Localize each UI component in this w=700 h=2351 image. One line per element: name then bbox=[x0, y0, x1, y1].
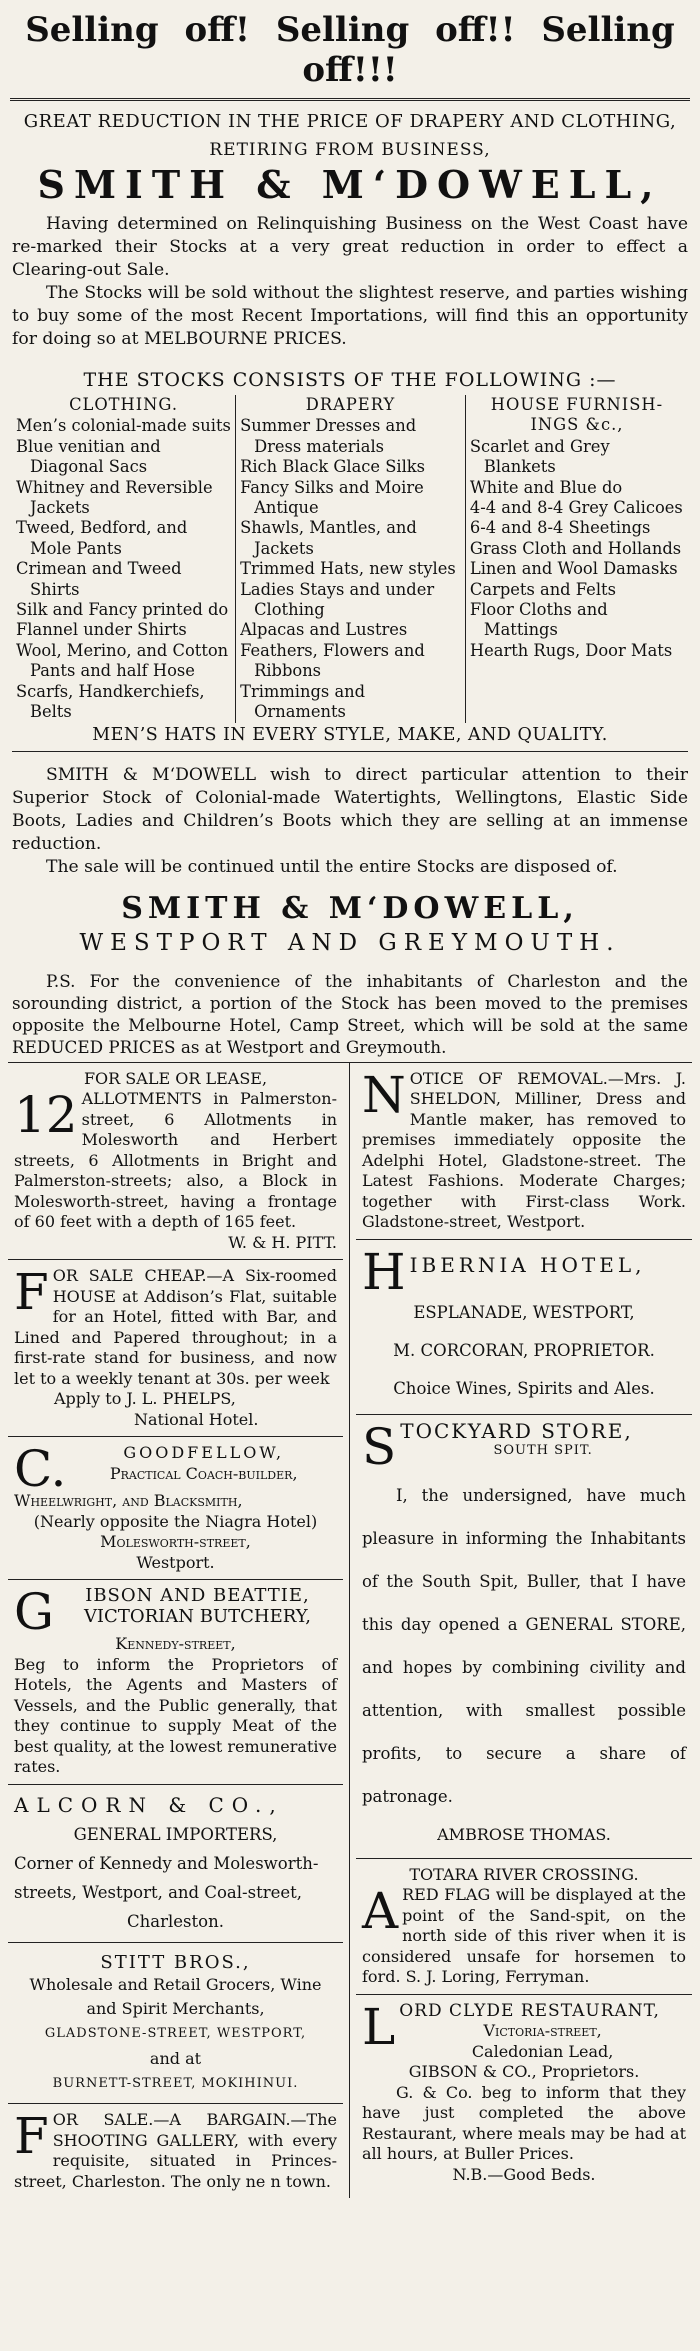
advert-title: GOODFELLOW, bbox=[123, 1443, 285, 1462]
advert-signature: W. & H. PITT. bbox=[228, 1232, 337, 1252]
divider bbox=[12, 751, 688, 752]
great-reduction-line: GREAT REDUCTION IN THE PRICE OF DRAPERY AND CLOTHING, bbox=[23, 111, 677, 132]
advert-line: Choice Wines, Spirits and Ales. bbox=[393, 1378, 655, 1398]
classified-grid bbox=[8, 1062, 692, 2199]
list-item: Carpets and Felts bbox=[469, 579, 616, 599]
list-item: Feathers, Flowers and Ribbons bbox=[240, 640, 425, 681]
stitt-bros-advert bbox=[8, 1943, 343, 2105]
list-item: Alpacas and Lustres bbox=[240, 620, 408, 640]
advert-title: IBSON AND BEATTIE, bbox=[85, 1585, 310, 1606]
list-item: Shawls, Mantles, and Jackets bbox=[240, 518, 417, 558]
advert-line: Westport. bbox=[136, 1552, 215, 1572]
drop-initial: F bbox=[14, 1263, 49, 1321]
paragraph-continued: The sale will be continued until the entire Stocks are disposed of. bbox=[46, 856, 618, 877]
advert-body: Beg to inform the Proprietors of Hotels, the Agents and Masters of Vessels, and the Public generally, that they continue to supply Meat of the best quality, at the lowest remunerative rates. bbox=[14, 1654, 337, 1776]
drop-initial: A bbox=[362, 1882, 399, 1940]
shooting-gallery-advert bbox=[8, 2104, 343, 2198]
advert-line: Wholesale and Retail Grocers, Wine bbox=[29, 1975, 322, 1994]
left-column bbox=[8, 1063, 350, 2199]
paragraph-reserve: The Stocks will be sold without the slightest reserve, and parties wishing to buy some of the most Recent Importations, will find this an opportunity for doing so at MELBOURNE PRICES. bbox=[12, 283, 688, 349]
stock-column-clothing bbox=[12, 395, 235, 723]
drop-initial: S bbox=[362, 1417, 397, 1476]
advert-line: Victoria-street, bbox=[483, 2021, 602, 2040]
advert-subtitle: VICTORIAN BUTCHERY, bbox=[83, 1605, 312, 1627]
column-heading: CLOTHING. bbox=[69, 395, 179, 414]
advert-line: Charleston. bbox=[127, 1911, 224, 1931]
list-item: Linen and Wool Damasks bbox=[469, 559, 678, 579]
drop-initial: N bbox=[362, 1065, 406, 1124]
sale-or-lease-advert bbox=[8, 1063, 343, 1261]
divider bbox=[10, 98, 690, 101]
drop-initial: H bbox=[362, 1242, 406, 1301]
list-item: Tweed, Bedford, and Mole Pants bbox=[16, 518, 188, 558]
advert-line: (Nearly opposite the Niagra Hotel) bbox=[33, 1511, 318, 1531]
stock-column-drapery bbox=[235, 395, 465, 723]
firm-name-secondary: SMITH & M‘DOWELL, bbox=[121, 890, 579, 926]
list-item: Floor Cloths and Mattings bbox=[469, 600, 608, 640]
list-item: Flannel under Shirts bbox=[16, 620, 187, 640]
headline: Selling off! Selling off!! Selling off!!! bbox=[25, 10, 675, 90]
list-item: Crimean and Tweed Shirts bbox=[16, 559, 182, 599]
advert-body: OTICE OF REMOVAL.—Mrs. J. SHELDON, Milliner, Dress and Mantle maker, has removed to premises immediately opposite the Adelphi Hotel, Gladstone-street. The Latest Fashions. Moderate Charges; together with First-class Work. Gladstone-street, Westport. bbox=[362, 1068, 686, 1231]
advert-line: Caledonian Lead, bbox=[471, 2041, 614, 2061]
list-item: Men’s colonial-made suits bbox=[16, 416, 231, 436]
advert-title: IBERNIA HOTEL, bbox=[409, 1252, 646, 1277]
alcorn-advert bbox=[8, 1785, 343, 1943]
list-item: Blue venitian and Diagonal Sacs bbox=[16, 436, 161, 477]
firm-name: SMITH & M‘DOWELL, bbox=[37, 162, 663, 207]
list-item: Scarfs, Handkerchiefs, Belts bbox=[16, 681, 205, 722]
advert-line: BURNETT-STREET, MOKIHINUI. bbox=[52, 2076, 299, 2091]
list-item: Whitney and Reversible Jackets bbox=[16, 477, 213, 518]
stock-column-house-furnishings bbox=[465, 395, 688, 723]
towns-line: WESTPORT AND GREYMOUTH. bbox=[79, 929, 621, 956]
right-column bbox=[350, 1063, 692, 2199]
advert-subtitle: SOUTH SPIT. bbox=[493, 1443, 593, 1458]
paragraph-relinquishing: Having determined on Relinquishing Business on the West Coast have re-marked their Stocks at a very great reduction in order to effect a Clearing-out Sale. bbox=[12, 214, 688, 280]
hats-line: MEN’S HATS IN EVERY STYLE, MAKE, AND QUALITY. bbox=[92, 724, 608, 745]
stocks-heading: THE STOCKS CONSISTS OF THE FOLLOWING :— bbox=[83, 369, 617, 391]
advert-body: OR SALE.—A BARGAIN.—The SHOOTING GALLERY, with every requisite, situated in Princes-street, Charleston. The only ne n town. bbox=[14, 2110, 337, 2191]
postscript: P.S. For the convenience of the inhabitants of Charleston and the sorounding district, a portion of the Stock has been moved to the premises opposite the Melbourne Hotel, Camp Street, which will be sold at the same REDUCED PRICES as at Westport and Greymouth. bbox=[12, 970, 688, 1057]
list-item: Fancy Silks and Moire Antique bbox=[240, 477, 424, 518]
drop-initial: G bbox=[14, 1583, 54, 1641]
advert-line: Corner of Kennedy and Molesworth- bbox=[14, 1853, 319, 1873]
list-item: Wool, Merino, and Cotton Pants and half Hose bbox=[16, 640, 229, 681]
list-item: Ladies Stays and under Clothing bbox=[240, 579, 435, 620]
advert-line: GLADSTONE-STREET, WESTPORT, bbox=[44, 2026, 307, 2041]
advert-body: OR SALE CHEAP.—A Six-roomed HOUSE at Addison’s Flat, suitable for an Hotel, fitted with Bar, and Lined and Papered throughout; in a first-rate stand for business, and now let to a weekly tenant at 30s. per week bbox=[14, 1266, 337, 1388]
retiring-line: RETIRING FROM BUSINESS, bbox=[209, 140, 491, 160]
advert-footer: N.B.—Good Beds. bbox=[452, 2164, 596, 2184]
advert-subtitle: GENERAL IMPORTERS, bbox=[73, 1824, 278, 1844]
gibson-beattie-advert bbox=[8, 1580, 343, 1785]
column-heading: HOUSE FURNISH-INGS &c., bbox=[490, 395, 664, 435]
advert-title: TOCKYARD STORE, bbox=[400, 1418, 633, 1443]
drop-initial: L bbox=[362, 1997, 396, 2056]
lord-clyde-advert bbox=[356, 1995, 692, 2192]
drop-initial: F bbox=[14, 2107, 49, 2165]
drop-initial: C. bbox=[14, 1440, 67, 1498]
drop-initial: 12 bbox=[14, 1086, 78, 1144]
advert-line: Practical Coach-builder, bbox=[109, 1463, 298, 1483]
advert-heading: TOTARA RIVER CROSSING. bbox=[409, 1864, 639, 1884]
advert-apply: Apply to J. L. PHELPS, bbox=[54, 1389, 236, 1408]
advert-line: M. CORCORAN, PROPRIETOR. bbox=[393, 1340, 655, 1360]
notice-of-removal-advert bbox=[356, 1063, 692, 1240]
advert-heading: FOR SALE OR LEASE, bbox=[83, 1068, 268, 1088]
list-item: White and Blue do bbox=[469, 477, 623, 497]
stockyard-store-advert bbox=[356, 1415, 692, 1859]
goodfellow-advert bbox=[8, 1437, 343, 1580]
list-item: 4-4 and 8-4 Grey Calicoes bbox=[469, 498, 683, 518]
advert-body: RED FLAG will be displayed at the point of the Sand-spit, on the north side of this river when it is considered unsafe for horsemen to ford. S. J. Loring, Ferryman. bbox=[362, 1885, 686, 1986]
advert-line: streets, Westport, and Coal-street, bbox=[14, 1882, 302, 1902]
advert-line: and Spirit Merchants, bbox=[86, 1999, 265, 2018]
list-item: Grass Cloth and Hollands bbox=[469, 538, 682, 558]
list-item: Summer Dresses and Dress materials bbox=[240, 416, 417, 456]
list-item: Scarlet and Grey Blankets bbox=[469, 436, 610, 477]
advert-street: Kennedy-street, bbox=[115, 1634, 236, 1653]
sale-cheap-advert bbox=[8, 1260, 343, 1437]
list-item: Rich Black Glace Silks bbox=[240, 457, 425, 477]
advert-line: ESPLANADE, WESTPORT, bbox=[413, 1302, 635, 1322]
advert-place: National Hotel. bbox=[134, 1409, 259, 1429]
advert-body: ALLOTMENTS in Palmerston-street, 6 Allotments in Molesworth and Herbert streets, 6 Allotments in Bright and Palmerston-streets; also, a Block in Molesworth-street, having a frontage of 60 feet with a depth of 165 feet. bbox=[14, 1089, 337, 1231]
advert-body: I, the undersigned, have much pleasure in informing the Inhabitants of the South Spit, Buller, that I have this day opened a GENERAL STORE, and hopes by combining civility and attention, with smallest possible profits, to secure a share of patronage. bbox=[362, 1485, 686, 1806]
list-item: Silk and Fancy printed do bbox=[16, 600, 229, 620]
totara-river-advert bbox=[356, 1859, 692, 1995]
stock-columns bbox=[12, 395, 688, 723]
advert-line: Molesworth-street, bbox=[100, 1532, 251, 1551]
smith-mcdowell-advert bbox=[4, 111, 696, 1058]
list-item: Trimmed Hats, new styles bbox=[240, 559, 456, 579]
list-item: Trimmings and Ornaments bbox=[240, 681, 366, 722]
paragraph-boots: SMITH & M‘DOWELL wish to direct particular attention to their Superior Stock of Colonial-made Watertights, Wellingtons, Elastic Side Boots, Ladies and Children’s Boots which they are selling at an immense reduction. bbox=[12, 764, 688, 854]
advert-line: Wheelwright, and Blacksmith, bbox=[14, 1491, 243, 1510]
advert-title: STITT BROS., bbox=[100, 1951, 251, 1973]
advert-title: ALCORN & CO., bbox=[14, 1792, 284, 1817]
advert-line: and at bbox=[149, 2049, 202, 2068]
column-heading: DRAPERY bbox=[305, 395, 396, 414]
advert-signature: AMBROSE THOMAS. bbox=[437, 1824, 611, 1844]
advert-body: G. & Co. beg to inform that they have just completed the above Restaurant, where meals may be had at all hours, at Buller Prices. bbox=[362, 2082, 686, 2163]
list-item: 6-4 and 8-4 Sheetings bbox=[469, 518, 651, 538]
hibernia-hotel-advert bbox=[356, 1240, 692, 1415]
advert-line: GIBSON & CO., Proprietors. bbox=[408, 2062, 640, 2081]
list-item: Hearth Rugs, Door Mats bbox=[469, 640, 673, 660]
advert-title: ORD CLYDE RESTAURANT, bbox=[399, 2000, 660, 2021]
